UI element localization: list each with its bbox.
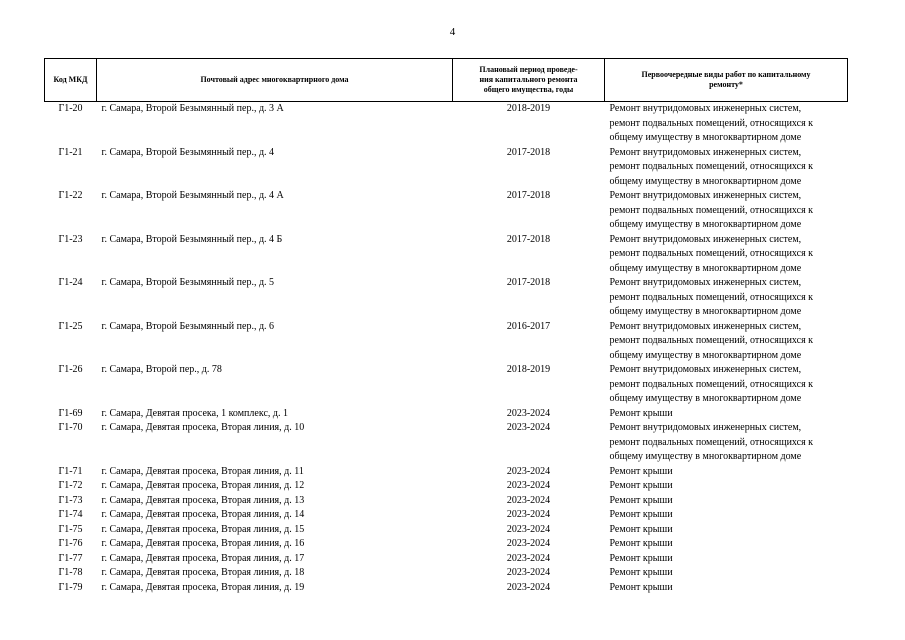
works-line: Ремонт внутридомовых инженерных систем, [609,422,802,433]
table-row [45,581,848,596]
cell-code: Г1-76 [58,538,83,549]
works-line: ремонт подвальных помещений, относящихся к [609,204,814,216]
cell-address: г. Самара, Девятая просека, Вторая линия, д. 13 [101,494,305,506]
cell-code: Г1-20 [58,103,83,114]
works-line: общему имуществу в многоквартирном доме [609,349,802,361]
cell-period: 2023-2024 [506,422,551,433]
works-line: ремонт подвальных помещений, относящихся к [609,291,814,303]
table-row [45,189,848,233]
cell-period: 2017-2018 [506,190,551,201]
capital-repair-table [44,58,848,595]
works-line: ремонт подвальных помещений, относящихся к [609,335,814,346]
cell-period: 2018-2019 [506,103,551,114]
cell-period: 2017-2018 [506,233,551,245]
works-line: Ремонт крыши [609,581,673,593]
cell-address: г. Самара, Второй Безымянный пер., д. 4 [101,146,275,158]
cell-code: Г1-72 [58,480,83,491]
works-line: ремонт подвальных помещений, относящихся к [609,436,814,448]
works-line: Ремонт крыши [609,480,673,491]
cell-address: г. Самара, Второй Безымянный пер., д. 6 [101,320,275,332]
cell-address: г. Самара, Второй Безымянный пер., д. 3 А [101,103,284,114]
works-line: Ремонт крыши [609,407,673,419]
cell-address: г. Самара, Второй Безымянный пер., д. 4 А [101,190,284,201]
works-line: общему имуществу в многоквартирном доме [609,175,802,187]
cell-address: г. Самара, Девятая просека, Вторая линия, д. 18 [101,567,305,578]
cell-works [605,233,848,277]
works-line: общему имуществу в многоквартирном доме [609,306,802,317]
header-period [453,59,605,102]
cell-code: Г1-75 [58,523,83,535]
works-line: ремонт подвальных помещений, относящихся к [609,248,814,259]
cell-works [605,508,848,523]
header-address: Почтовый адрес многоквартирного дома [97,59,453,102]
cell-period: 2023-2024 [506,494,551,506]
works-line: общему имуществу в многоквартирном доме [609,262,802,274]
cell-code: Г1-78 [58,567,83,578]
cell-works [605,102,848,146]
works-line: общему имуществу в многоквартирном доме [609,132,802,143]
cell-address: г. Самара, Второй пер., д. 78 [101,364,222,375]
cell-address: г. Самара, Девятая просека, Вторая линия, д. 11 [101,465,304,477]
cell-period: 2023-2024 [506,567,551,578]
works-line: общему имуществу в многоквартирном доме [609,451,802,462]
cell-period: 2023-2024 [506,480,551,491]
table-row [45,552,848,567]
page-number: 4 [449,26,456,38]
table-row [45,508,848,523]
table-row [45,320,848,364]
cell-address: г. Самара, Девятая просека, 1 комплекс, д. 1 [101,407,288,419]
cell-works [605,537,848,552]
works-line: Ремонт крыши [609,567,673,578]
cell-code: Г1-79 [58,581,83,593]
works-line: Ремонт крыши [609,538,673,549]
table-body [45,102,848,596]
cell-address: г. Самара, Девятая просека, Вторая линия, д. 10 [101,422,305,433]
table-row [45,233,848,277]
cell-works [605,552,848,567]
cell-period: 2023-2024 [506,581,551,593]
cell-code: Г1-69 [58,407,83,419]
cell-works [605,146,848,190]
header-period-line: ния капитального ремонта [479,75,578,84]
cell-period: 2023-2024 [506,407,551,419]
table-row [45,537,848,552]
cell-code: Г1-70 [58,422,83,433]
cell-period: 2018-2019 [506,364,551,375]
works-line: Ремонт внутридомовых инженерных систем, [609,233,802,245]
cell-code: Г1-74 [58,509,83,520]
table-row [45,494,848,509]
works-line: ремонт подвальных помещений, относящихся к [609,117,814,129]
cell-works [605,566,848,581]
cell-period: 2023-2024 [506,465,551,477]
works-line: Ремонт внутридомовых инженерных систем, [609,277,802,288]
cell-address: г. Самара, Девятая просека, Вторая линия, д. 17 [101,552,305,564]
cell-works [605,320,848,364]
works-line: Ремонт внутридомовых инженерных систем, [609,320,802,332]
table-row [45,479,848,494]
cell-works [605,407,848,422]
works-line: Ремонт крыши [609,509,673,520]
table-row [45,276,848,320]
header-works [605,59,848,102]
cell-code: Г1-24 [58,277,83,288]
cell-code: Г1-21 [58,146,83,158]
works-line: ремонт подвальных помещений, относящихся к [609,378,814,390]
table-row [45,421,848,465]
works-line: Ремонт внутридомовых инженерных систем, [609,190,802,201]
header-period-line: общего имущества, годы [483,85,574,94]
works-line: Ремонт внутридомовых инженерных систем, [609,364,802,375]
cell-code: Г1-71 [58,465,83,477]
cell-address: г. Самара, Второй Безымянный пер., д. 5 [101,277,275,288]
table-row [45,465,848,480]
header-works-line: ремонту* [709,80,743,89]
table-header-row [45,59,848,102]
table-row [45,363,848,407]
works-line: общему имуществу в многоквартирном доме [609,219,802,230]
works-line: Ремонт внутридомовых инженерных систем, [609,103,802,114]
cell-period: 2016-2017 [506,320,551,332]
cell-address: г. Самара, Девятая просека, Вторая линия, д. 14 [101,509,305,520]
cell-works [605,189,848,233]
cell-works [605,363,848,407]
works-line: общему имуществу в многоквартирном доме [609,393,802,404]
cell-address: г. Самара, Девятая просека, Вторая линия, д. 12 [101,480,305,491]
header-period-line: Плановый период проведе- [479,65,578,74]
cell-works [605,276,848,320]
cell-works [605,465,848,480]
works-line: Ремонт крыши [609,523,673,535]
table-header [45,59,848,102]
cell-code: Г1-25 [58,320,83,332]
table-row [45,407,848,422]
works-line: ремонт подвальных помещений, относящихся к [609,161,814,172]
cell-works [605,523,848,538]
cell-period: 2023-2024 [506,523,551,535]
header-works-line: Первоочередные виды работ по капитальному [641,70,811,79]
table-row [45,523,848,538]
cell-code: Г1-73 [58,494,83,506]
cell-works [605,494,848,509]
cell-works [605,479,848,494]
cell-address: г. Самара, Второй Безымянный пер., д. 4 Б [101,233,283,245]
cell-code: Г1-23 [58,233,83,245]
cell-code: Г1-26 [58,364,83,375]
table-row [45,566,848,581]
cell-code: Г1-22 [58,190,83,201]
cell-works [605,421,848,465]
cell-period: 2023-2024 [506,552,551,564]
cell-address: г. Самара, Девятая просека, Вторая линия, д. 16 [101,538,305,549]
cell-period: 2023-2024 [506,538,551,549]
cell-period: 2017-2018 [506,277,551,288]
works-line: Ремонт крыши [609,494,673,506]
header-code: Код МКД [45,59,97,102]
cell-period: 2017-2018 [506,146,551,158]
works-line: Ремонт крыши [609,465,673,477]
works-line: Ремонт внутридомовых инженерных систем, [609,146,802,158]
cell-address: г. Самара, Девятая просека, Вторая линия, д. 15 [101,523,305,535]
table-row [45,146,848,190]
cell-address: г. Самара, Девятая просека, Вторая линия, д. 19 [101,581,305,593]
works-line: Ремонт крыши [609,552,673,564]
cell-period: 2023-2024 [506,509,551,520]
table-row [45,102,848,146]
cell-works [605,581,848,596]
cell-code: Г1-77 [58,552,83,564]
